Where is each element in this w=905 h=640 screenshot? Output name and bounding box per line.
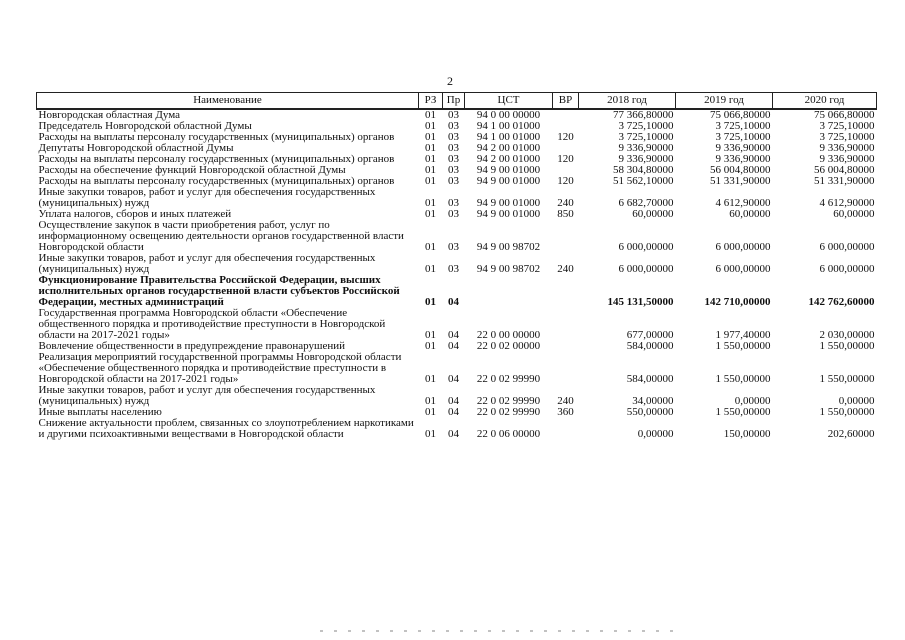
cell-rz: 01 — [425, 197, 436, 209]
table-header-row — [37, 93, 877, 110]
cell-pr: 04 — [448, 296, 459, 308]
cell-2020: 142 762,60000 — [808, 296, 875, 308]
cell-cst: 22 0 02 99990 — [476, 373, 541, 385]
cell-name: Реализация мероприятий государственной программы Новгородской области «Обеспечение общественного порядка и противодействие преступности в Новгородской области на 2017-2021 годы» — [38, 351, 402, 385]
cell-cst: 94 9 00 01000 — [476, 197, 541, 209]
cell-vr: 120 — [557, 175, 574, 187]
cell-vr: 240 — [557, 197, 574, 209]
cell-rz: 01 — [425, 241, 436, 253]
cell-cst: 94 9 00 98702 — [476, 263, 541, 275]
cell-2019: 51 331,90000 — [710, 175, 771, 187]
header-2018: 2018 год — [579, 93, 676, 110]
cell-vr: 360 — [557, 406, 574, 418]
cell-cst: 94 1 00 01000 — [476, 120, 541, 132]
cell-2018: 584,00000 — [626, 373, 674, 385]
cell-pr: 04 — [448, 340, 459, 352]
cell-2018: 6 000,00000 — [618, 263, 674, 275]
cell-vr: 120 — [557, 131, 574, 143]
cell-cst: 22 0 06 00000 — [476, 428, 541, 440]
table-row — [37, 385, 877, 407]
cell-rz: 01 — [425, 175, 436, 187]
cell-rz: 01 — [425, 142, 436, 154]
cell-cst: 22 0 02 99990 — [476, 395, 541, 407]
cell-2020: 1 550,00000 — [819, 406, 875, 418]
cell-vr — [553, 308, 579, 341]
header-vr: ВР — [553, 93, 579, 110]
header-2019: 2019 год — [676, 93, 773, 110]
cell-name: Депутаты Новгородской областной Думы — [38, 142, 234, 154]
table-row — [37, 253, 877, 275]
cell-name: Снижение актуальности проблем, связанных со злоупотреблением наркотиками и другими психоактивными веществами в Новгородской области — [38, 417, 414, 440]
cell-cst: 22 0 02 00000 — [476, 340, 541, 352]
table-row — [37, 220, 877, 253]
cell-cst: 94 0 00 00000 — [476, 109, 541, 121]
header-name: Наименование — [37, 93, 419, 110]
cell-vr: 240 — [557, 263, 574, 275]
cell-2019: 56 004,80000 — [710, 164, 771, 176]
cell-2018: 9 336,90000 — [618, 153, 674, 165]
cell-cst: 94 9 00 01000 — [476, 208, 541, 220]
cell-name: Председатель Новгородской областной Думы — [38, 120, 252, 132]
cell-cst: 94 1 00 01000 — [476, 131, 541, 143]
cell-rz: 01 — [425, 395, 436, 407]
cell-2020: 3 725,10000 — [819, 131, 875, 143]
cell-rz: 01 — [425, 120, 436, 132]
cell-2020: 0,00000 — [838, 395, 875, 407]
scan-artifact — [320, 630, 680, 632]
cell-pr: 03 — [448, 164, 459, 176]
cell-name: Осуществление закупок в части приобретения работ, услуг по информационному освещению деятельности органов государственной власти Новгородской области — [38, 219, 404, 253]
cell-2018: 145 131,50000 — [607, 296, 674, 308]
cell-name: Новгородская областная Дума — [38, 109, 180, 121]
cell-rz: 01 — [425, 373, 436, 385]
cell-rz: 01 — [425, 428, 436, 440]
cell-cst: 94 9 00 98702 — [476, 241, 541, 253]
cell-2020: 1 550,00000 — [819, 373, 875, 385]
table-row — [37, 187, 877, 209]
cell-name: Иные закупки товаров, работ и услуг для обеспечения государственных (муниципальных) нужд — [38, 252, 376, 275]
cell-name: Расходы на выплаты персоналу государственных (муниципальных) органов — [38, 131, 395, 143]
table-row — [37, 352, 877, 385]
cell-pr: 03 — [448, 142, 459, 154]
cell-2019: 1 977,40000 — [715, 329, 771, 341]
cell-2020: 2 030,00000 — [819, 329, 875, 341]
cell-rz: 01 — [425, 340, 436, 352]
cell-2020: 60,00000 — [833, 208, 875, 220]
header-cst: ЦСТ — [465, 93, 553, 110]
cell-2018: 77 366,80000 — [613, 109, 674, 121]
cell-2020: 56 004,80000 — [814, 164, 875, 176]
cell-pr: 04 — [448, 395, 459, 407]
cell-name: Расходы на обеспечение функций Новгородской областной Думы — [38, 164, 346, 176]
cell-cst: 94 9 00 01000 — [476, 175, 541, 187]
cell-vr: 240 — [557, 395, 574, 407]
cell-2018: 58 304,80000 — [613, 164, 674, 176]
cell-rz: 01 — [425, 131, 436, 143]
cell-2020: 9 336,90000 — [819, 153, 875, 165]
cell-2019: 4 612,90000 — [715, 197, 771, 209]
cell-name: Иные закупки товаров, работ и услуг для обеспечения государственных (муниципальных) нужд — [38, 186, 376, 209]
cell-cst: 22 0 02 99990 — [476, 406, 541, 418]
page-number: 2 — [447, 74, 453, 88]
cell-2020: 6 000,00000 — [819, 241, 875, 253]
cell-vr — [553, 275, 579, 308]
cell-2019: 1 550,00000 — [715, 406, 771, 418]
budget-table — [36, 92, 877, 440]
cell-name: Иные выплаты населению — [38, 406, 162, 418]
cell-2019: 0,00000 — [734, 395, 771, 407]
cell-pr: 03 — [448, 175, 459, 187]
cell-2020: 6 000,00000 — [819, 263, 875, 275]
cell-2018: 677,00000 — [626, 329, 674, 341]
table-row — [37, 308, 877, 341]
cell-rz: 01 — [425, 109, 436, 121]
cell-2019: 142 710,00000 — [704, 296, 771, 308]
cell-vr: 850 — [557, 208, 574, 220]
cell-rz: 01 — [425, 153, 436, 165]
cell-rz: 01 — [425, 164, 436, 176]
cell-cst: 94 9 00 01000 — [476, 164, 541, 176]
cell-2018: 0,00000 — [637, 428, 674, 440]
cell-name: Расходы на выплаты персоналу государственных (муниципальных) органов — [38, 175, 395, 187]
cell-pr: 04 — [448, 406, 459, 418]
cell-vr — [553, 418, 579, 440]
cell-vr — [553, 352, 579, 385]
cell-vr — [553, 220, 579, 253]
cell-2018: 6 000,00000 — [618, 241, 674, 253]
cell-2018: 34,00000 — [632, 395, 674, 407]
cell-2020: 4 612,90000 — [819, 197, 875, 209]
cell-2020: 51 331,90000 — [814, 175, 875, 187]
cell-vr: 120 — [557, 153, 574, 165]
cell-pr: 03 — [448, 109, 459, 121]
cell-name: Расходы на выплаты персоналу государственных (муниципальных) органов — [38, 153, 395, 165]
cell-rz: 01 — [425, 329, 436, 341]
cell-2018: 9 336,90000 — [618, 142, 674, 154]
cell-pr: 04 — [448, 373, 459, 385]
header-rz: РЗ — [419, 93, 443, 110]
cell-pr: 03 — [448, 153, 459, 165]
header-2020: 2020 год — [773, 93, 877, 110]
cell-pr: 03 — [448, 120, 459, 132]
cell-vr — [553, 341, 579, 352]
cell-rz: 01 — [425, 208, 436, 220]
cell-2019: 150,00000 — [723, 428, 771, 440]
cell-2019: 6 000,00000 — [715, 241, 771, 253]
cell-2019: 3 725,10000 — [715, 131, 771, 143]
cell-2018: 550,00000 — [626, 406, 674, 418]
cell-pr: 04 — [448, 428, 459, 440]
cell-2019: 6 000,00000 — [715, 263, 771, 275]
cell-2019: 1 550,00000 — [715, 340, 771, 352]
cell-2019: 3 725,10000 — [715, 120, 771, 132]
cell-rz: 01 — [425, 263, 436, 275]
cell-2019: 9 336,90000 — [715, 142, 771, 154]
cell-name: Государственная программа Новгородской области «Обеспечение общественного порядка и противодействие преступности в Новгородской области на 2017-2021 годы» — [38, 307, 386, 341]
cell-2020: 3 725,10000 — [819, 120, 875, 132]
cell-2019: 1 550,00000 — [715, 373, 771, 385]
cell-2018: 6 682,70000 — [618, 197, 674, 209]
table-row — [37, 275, 877, 308]
cell-vr — [553, 109, 579, 121]
cell-pr: 03 — [448, 131, 459, 143]
cell-rz: 01 — [425, 406, 436, 418]
cell-pr: 03 — [448, 208, 459, 220]
cell-pr: 04 — [448, 329, 459, 341]
cell-2020: 202,60000 — [827, 428, 875, 440]
cell-2020: 75 066,80000 — [814, 109, 875, 121]
cell-pr: 03 — [448, 197, 459, 209]
cell-2018: 584,00000 — [626, 340, 674, 352]
cell-2018: 3 725,10000 — [618, 120, 674, 132]
cell-2018: 51 562,10000 — [613, 175, 674, 187]
cell-2019: 75 066,80000 — [710, 109, 771, 121]
cell-rz: 01 — [425, 296, 436, 308]
cell-2020: 1 550,00000 — [819, 340, 875, 352]
cell-name: Функционирование Правительства Российской Федерации, высших исполнительных органов государственной власти субъектов Российской Федерации, местных администраций — [38, 274, 400, 308]
header-pr: Пр — [443, 93, 465, 110]
cell-cst — [465, 275, 553, 308]
cell-name: Вовлечение общественности в предупреждение правонарушений — [38, 340, 346, 352]
cell-2018: 3 725,10000 — [618, 131, 674, 143]
cell-cst: 94 2 00 01000 — [476, 142, 541, 154]
cell-name: Уплата налогов, сборов и иных платежей — [38, 208, 232, 220]
cell-2020: 9 336,90000 — [819, 142, 875, 154]
cell-name: Иные закупки товаров, работ и услуг для обеспечения государственных (муниципальных) нужд — [38, 384, 376, 407]
cell-2019: 9 336,90000 — [715, 153, 771, 165]
table-row — [37, 418, 877, 440]
cell-2018: 60,00000 — [632, 208, 674, 220]
cell-cst: 22 0 00 00000 — [476, 329, 541, 341]
cell-cst: 94 2 00 01000 — [476, 153, 541, 165]
cell-2019: 60,00000 — [729, 208, 771, 220]
cell-pr: 03 — [448, 263, 459, 275]
cell-pr: 03 — [448, 241, 459, 253]
